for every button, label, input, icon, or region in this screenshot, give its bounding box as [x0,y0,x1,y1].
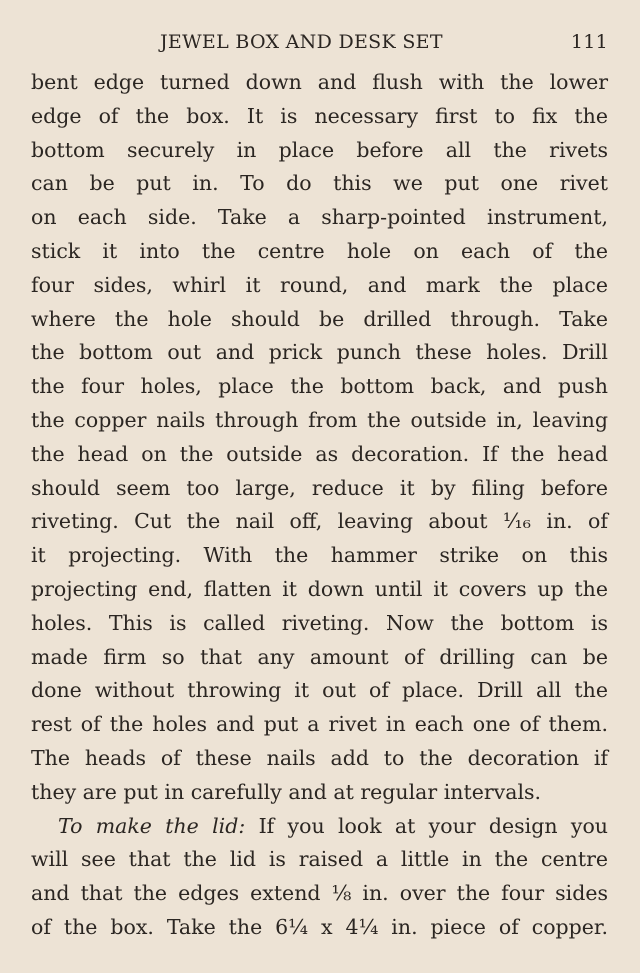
text-line: done without throwing it out of place. Drill all the [31,678,608,703]
text-line: riveting. Cut the nail off, leaving about ¹⁄₁₆ in. of [31,509,608,534]
text-line: should seem too large, reduce it by filing before [31,475,608,500]
text-line [31,810,608,844]
text-line: and that the edges extend ⅛ in. over the four sides [31,881,608,906]
text-line: it projecting. With the hammer strike on this [31,543,608,568]
text-line: the head on the outside as decoration. If the head [31,441,608,466]
text-line: the copper nails through from the outside in, leaving [31,407,608,432]
lid-heading: To make the lid: [58,813,246,838]
text-line: can be put in. To do this we put one rivet [31,171,608,196]
text-line: on each side. Take a sharp-pointed instrument, [31,205,608,230]
text-line: The heads of these nails add to the decoration if [31,745,608,770]
paragraph-2 [31,810,608,945]
body-text [31,66,608,945]
text-line: projecting end, flatten it down until it covers up the [31,576,608,601]
text-line: stick it into the centre hole on each of the [31,238,608,263]
text-run: If you look at your design you [258,813,608,838]
running-title: JEWEL BOX AND DESK SET [160,31,443,53]
text-line: the four holes, place the bottom back, and push [31,374,608,399]
text-line: where the hole should be drilled through. Take [31,306,608,331]
text-line: four sides, whirl it round, and mark the place [31,272,608,297]
text-line: the bottom out and prick punch these holes. Drill [31,340,608,365]
text-line: rest of the holes and put a rivet in each one of them. [31,712,608,737]
page-number: 111 [570,31,608,53]
text-line: bent edge turned down and flush with the lower [31,70,608,94]
running-head [0,31,640,59]
text-line: will see that the lid is raised a little in the centre [31,847,608,872]
paragraph-1 [31,66,608,810]
text-line: they are put in carefully and at regular intervals. [31,779,542,804]
text-line: made firm so that any amount of drilling can be [31,644,608,669]
text-line: holes. This is called riveting. Now the bottom is [31,610,608,635]
text-line: of the box. Take the 6¼ x 4¼ in. piece of copper. [31,914,608,939]
text-line: bottom securely in place before all the rivets [31,137,608,162]
text-line: edge of the box. It is necessary first to fix the [31,103,608,128]
